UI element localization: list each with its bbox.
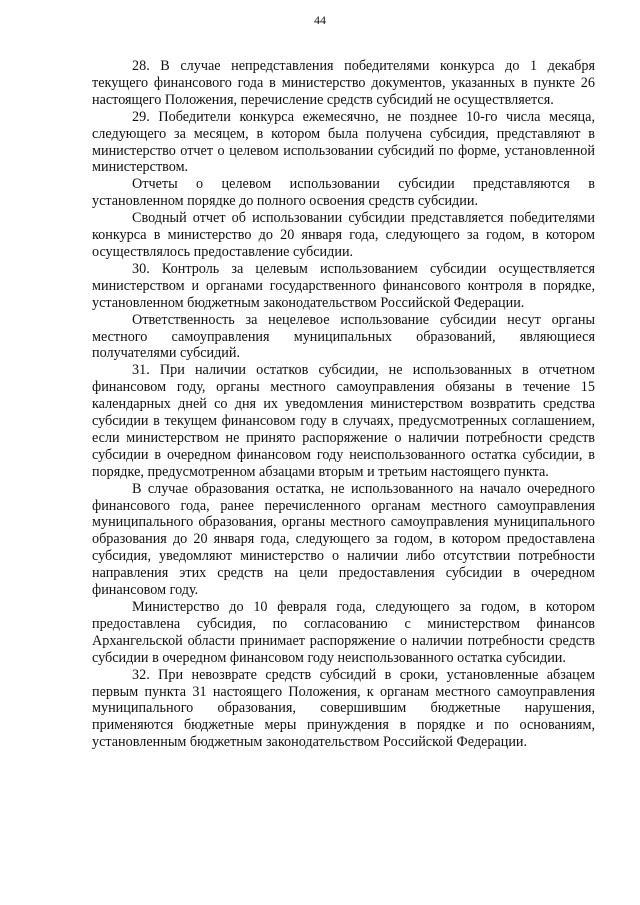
paragraph-30: 30. Контроль за целевым использованием субсидии осуществляется министерством и органами государственного финансового контроля в порядке, установленном бюджетным законодательством Российской Федерации. <box>92 260 595 311</box>
paragraph-31: 31. При наличии остатков субсидии, не использованных в отчетном финансовом году, органы местного самоуправления обязаны в течение 15 календарных дней со дня их уведомления министерством возвратить средства субсидии в текущем финансовом году в случаях, предусмотренных соглашением, если министерством не принято распоряжение о наличии потребности средств субсидии в очередном финансовом году неиспользованного остатка субсидии, в порядке, предусмотренном абзацами вторым и третьим настоящего пункта. <box>92 362 595 480</box>
paragraph-30-responsibility: Ответственность за нецелевое использование субсидии несут органы местного самоуправления муниципальных образований, являющиеся получателями субсидий. <box>92 311 595 362</box>
paragraph-29-summary-report: Сводный отчет об использовании субсидии представляется победителями конкурса в министерство до 20 января года, следующего за годом, в котором осуществлялось предоставление субсидии. <box>92 210 595 260</box>
page-number: 44 <box>314 13 326 27</box>
paragraph-31-remainder: В случае образования остатка, не использованного на начало очередного финансового года, ранее перечисленного органам местного самоуправления муниципального образования, органы местного самоуправления муниципального образования до 20 января года, следующего за годом, в котором предоставлена субсидия, уведомляют министерство о наличии либо отсутствии потребности направления этих средств на цели предоставления субсидии в очередном финансовом году. <box>92 480 595 599</box>
paragraph-28: 28. В случае непредставления победителями конкурса до 1 декабря текущего финансового года в министерство документов, указанных в пункте 26 настоящего Положения, перечисление средств субсидий не осуществляется. <box>92 58 595 108</box>
paragraph-31-ministry-decision: Министерство до 10 февраля года, следующего за годом, в котором предоставлена субсидия, по согласованию с министерством финансов Архангельской области принимает распоряжение о наличии потребности средств субсидии в очередном финансовом году неиспользованного остатка субсидии. <box>92 599 595 666</box>
document-body <box>92 58 595 751</box>
paragraph-29-reports: Отчеты о целевом использовании субсидии представляются в установленном порядке до полного освоения средств субсидии. <box>92 176 595 210</box>
paragraph-29: 29. Победители конкурса ежемесячно, не позднее 10-го числа месяца, следующего за месяцем, в котором была получена субсидия, представляют в министерство отчет о целевом использовании субсидий по форме, установленной министерством. <box>92 108 595 176</box>
paragraph-32: 32. При невозврате средств субсидий в сроки, установленные абзацем первым пункта 31 настоящего Положения, к органам местного самоуправления муниципального образования, совершившим бюджетные нарушения, применяются бюджетные меры принуждения в порядке и по основаниям, установленным бюджетным законодательством Российской Федерации. <box>92 666 595 751</box>
